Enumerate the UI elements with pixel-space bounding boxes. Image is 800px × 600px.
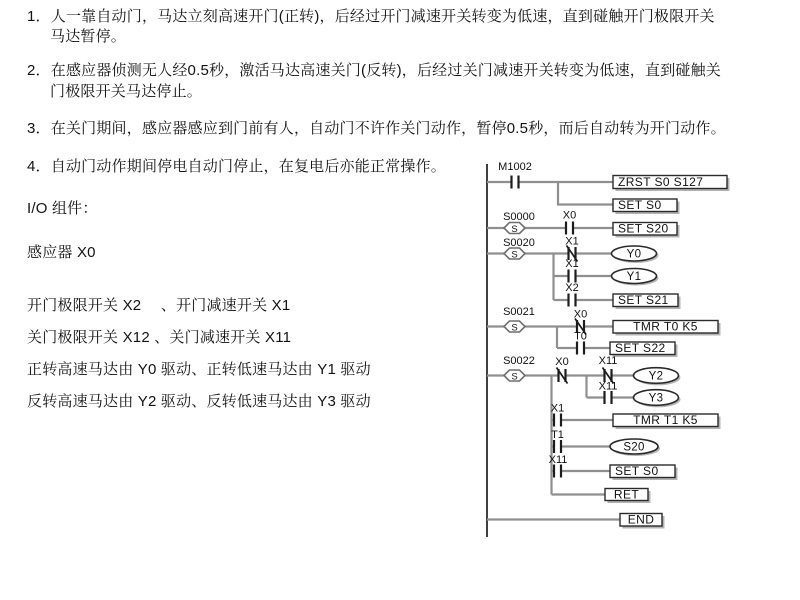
step-state-s0021 bbox=[504, 321, 525, 333]
step-s-glyph: S bbox=[511, 249, 518, 261]
instruction-box-zrst bbox=[613, 175, 730, 191]
requirement-1-line-1: 1．人一靠自动门，马达立刻高速开门(正转)，后经过开门减速开关转变为低速，直到碰触开门极限开关 bbox=[27, 8, 715, 25]
step-label-s0020: S0020 bbox=[503, 237, 535, 249]
rung-5 bbox=[487, 355, 721, 503]
contact-nc-x0 bbox=[557, 368, 568, 384]
instruction-label-zrst: ZRST S0 S127 bbox=[618, 174, 704, 189]
io-header: I/O 组件： bbox=[27, 200, 98, 217]
instruction-box-set-s0 bbox=[613, 198, 680, 214]
instruction-box-set-s21 bbox=[613, 293, 681, 309]
contact-label-x11: X11 bbox=[548, 454, 568, 466]
contact-label-x0: X0 bbox=[573, 308, 588, 321]
step-label-s0022: S0022 bbox=[503, 355, 535, 367]
coil-label-s20: S20 bbox=[623, 441, 645, 454]
contact-no-x1 bbox=[569, 270, 576, 283]
instruction-box-tmr-t1 bbox=[613, 413, 721, 429]
coil-label-y1: Y1 bbox=[626, 271, 642, 284]
contact-label-x1: X1 bbox=[565, 235, 579, 248]
contact-no-x2 bbox=[569, 294, 576, 307]
instruction-label-tmr-t0: TMR T0 K5 bbox=[633, 319, 698, 334]
requirement-2-line-2: 门极限开关马达停止。 bbox=[50, 83, 203, 100]
instruction-label-end: END bbox=[627, 512, 655, 527]
rung-3 bbox=[487, 236, 681, 310]
contact-no-m1002 bbox=[512, 176, 519, 189]
rung-4-wires bbox=[487, 327, 613, 349]
requirement-1-line-2: 马达暂停。 bbox=[50, 28, 127, 45]
contact-label-x2: X2 bbox=[565, 282, 579, 294]
step-s-glyph: S bbox=[511, 371, 518, 383]
requirement-4: 4．自动门动作期间停电自动门停止，在复电后亦能正常操作。 bbox=[27, 158, 446, 175]
requirement-3: 3．在关门期间，感应器感应到门前有人，自动门不许作关门动作，暂停0.5秒，而后自动转为开门动作。 bbox=[27, 120, 726, 137]
rung-4 bbox=[487, 306, 721, 357]
contact-no-t1 bbox=[554, 440, 561, 453]
rung-1 bbox=[487, 161, 730, 214]
instruction-label-tmr-t1: TMR T1 K5 bbox=[633, 413, 698, 428]
requirement-2-line-1: 2．在感应器侦测无人经0.5秒，激活马达高速关门(反转)，后经过关门减速开关转变为低速，直到碰触关 bbox=[27, 62, 721, 79]
instruction-box-tmr-t0 bbox=[613, 320, 721, 336]
step-s-glyph: S bbox=[511, 322, 518, 334]
coil-s20 bbox=[610, 439, 660, 456]
instruction-box-set-s20 bbox=[613, 222, 680, 238]
rung-1-wires bbox=[487, 182, 613, 205]
step-label-s0000: S0000 bbox=[503, 211, 535, 223]
instruction-label-set-s22: SET S22 bbox=[615, 341, 666, 356]
contact-no-x0 bbox=[566, 222, 573, 235]
coil-y2 bbox=[634, 368, 681, 386]
instruction-label-set-s0: SET S0 bbox=[618, 198, 662, 212]
rung-3-wires bbox=[487, 254, 613, 301]
contact-label-m1002: M1002 bbox=[498, 161, 532, 173]
instruction-box-end bbox=[620, 513, 665, 529]
step-state-s0022 bbox=[504, 370, 525, 382]
contact-label-t1: T1 bbox=[551, 429, 564, 441]
step-state-s0020 bbox=[504, 248, 525, 260]
contact-label-x0: X0 bbox=[555, 356, 569, 368]
contact-label-x0: X0 bbox=[562, 209, 577, 222]
coil-y3 bbox=[634, 390, 681, 408]
instruction-box-ret bbox=[605, 487, 651, 503]
io-forward-motors: 正转高速马达由 Y0 驱动、正转低速马达由 Y1 驱动 bbox=[27, 361, 371, 378]
io-open-switches: 开门极限开关 X2 、开门减速开关 X1 bbox=[27, 297, 291, 314]
contact-no-x11 bbox=[554, 465, 561, 478]
io-reverse-motors: 反转高速马达由 Y2 驱动、反转低速马达由 Y3 驱动 bbox=[27, 393, 371, 410]
contact-no-x1 bbox=[554, 414, 561, 427]
contact-no-t0 bbox=[577, 342, 584, 355]
instruction-box-set-s22 bbox=[610, 341, 678, 357]
io-sensor: 感应器 X0 bbox=[27, 244, 96, 261]
step-state-s0000 bbox=[504, 223, 525, 235]
instruction-label-set-s20: SET S20 bbox=[618, 221, 669, 236]
coil-label-y3: Y3 bbox=[648, 392, 664, 405]
contact-no-x11 bbox=[605, 391, 612, 404]
coil-label-y2: Y2 bbox=[648, 370, 664, 383]
contact-label-x11: X11 bbox=[598, 355, 618, 367]
instruction-label-ret: RET bbox=[613, 487, 640, 502]
coil-y0 bbox=[612, 246, 659, 263]
instruction-label-set-s0-2: SET S0 bbox=[615, 464, 659, 479]
contact-label-t0: T0 bbox=[574, 330, 587, 343]
coil-y1 bbox=[612, 269, 659, 286]
coil-label-y0: Y0 bbox=[626, 248, 642, 261]
step-label-s0021: S0021 bbox=[503, 306, 535, 318]
instruction-box-set-s0-2 bbox=[610, 464, 678, 480]
instruction-label-set-s21: SET S21 bbox=[618, 293, 669, 308]
rung-6 bbox=[487, 513, 665, 529]
contact-label-x11: X11 bbox=[598, 380, 618, 393]
step-s-glyph: S bbox=[511, 223, 518, 235]
contact-label-x1: X1 bbox=[565, 258, 579, 270]
io-close-switches: 关门极限开关 X12 、关门减速开关 X11 bbox=[27, 329, 292, 346]
contact-label-x1: X1 bbox=[550, 402, 565, 415]
